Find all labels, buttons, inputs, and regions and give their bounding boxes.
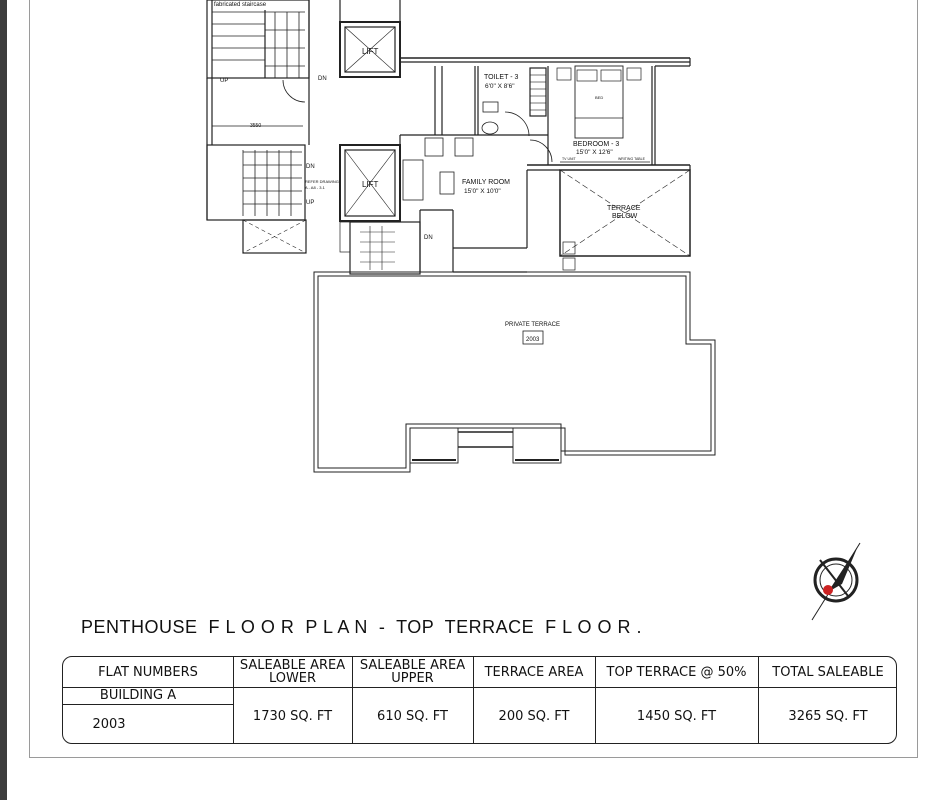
toilet-size: 6'0" X 8'6" — [485, 83, 515, 90]
refer-note-2: A - A8 - 3.1 — [305, 185, 325, 190]
header-saleable-lower-line2: LOWER — [268, 671, 317, 686]
header-top-terrace: TOP TERRACE @ 50% — [606, 664, 747, 680]
refer-note-1: REFER DRAWING — [305, 179, 339, 184]
header-total-saleable: TOTAL SALEABLE — [772, 664, 884, 680]
up-label-1: UP — [220, 78, 229, 84]
toilet-name: TOILET - 3 — [484, 74, 519, 81]
total-saleable-value: 3265 SQ. FT — [788, 708, 868, 724]
private-terrace-number: 2003 — [526, 337, 540, 343]
header-terrace-area: TERRACE AREA — [484, 664, 584, 680]
family-room-name: FAMILY ROOM — [462, 179, 510, 186]
writing-table-label: WRITING TABLE — [618, 157, 645, 161]
flat-number: 2003 — [92, 717, 126, 732]
terrace-below-line2: BELOW — [612, 213, 638, 220]
staircase-note: fabricated staircase — [214, 2, 267, 8]
saleable-upper-value: 610 SQ. FT — [377, 708, 448, 724]
header-saleable-upper-line2: UPPER — [391, 671, 434, 686]
bedroom-size: 15'0" X 12'6" — [576, 149, 613, 156]
dn-label-1: DN — [318, 76, 327, 82]
dn-label-2: DN — [306, 164, 315, 170]
dn-label-3: DN — [424, 235, 433, 241]
header-flat-numbers: FLAT NUMBERS — [98, 664, 198, 680]
tv-unit-label: TV UNIT — [562, 157, 576, 161]
bed-label: BED — [595, 95, 604, 100]
lift-label-mid: LIFT — [362, 180, 379, 189]
header-saleable-upper — [352, 657, 473, 687]
building-label: BUILDING A — [99, 688, 177, 703]
up-label-2: UP — [306, 200, 315, 206]
header-saleable-lower-line1: SALEABLE AREA — [239, 658, 346, 673]
dimension-label: 3550 — [250, 123, 262, 129]
bedroom-name: BEDROOM - 3 — [573, 141, 620, 148]
plan-title: PENTHOUSE F L O O R P L A N - TOP TERRACE F L O O R . — [81, 617, 642, 637]
lift-label-top: LIFT — [362, 47, 379, 56]
terrace-area-value: 200 SQ. FT — [498, 708, 570, 724]
terrace-below-line1: TERRACE — [607, 205, 641, 212]
north-arrow-icon — [812, 543, 860, 620]
header-saleable-lower — [233, 657, 352, 687]
header-saleable-upper-line1: SALEABLE AREA — [359, 658, 466, 673]
area-table — [62, 656, 897, 744]
private-terrace-label: PRIVATE TERRACE — [505, 322, 561, 328]
family-room-size: 15'0" X 10'0" — [464, 188, 501, 195]
top-terrace-value: 1450 SQ. FT — [636, 708, 717, 724]
saleable-lower-value: 1730 SQ. FT — [252, 708, 333, 724]
